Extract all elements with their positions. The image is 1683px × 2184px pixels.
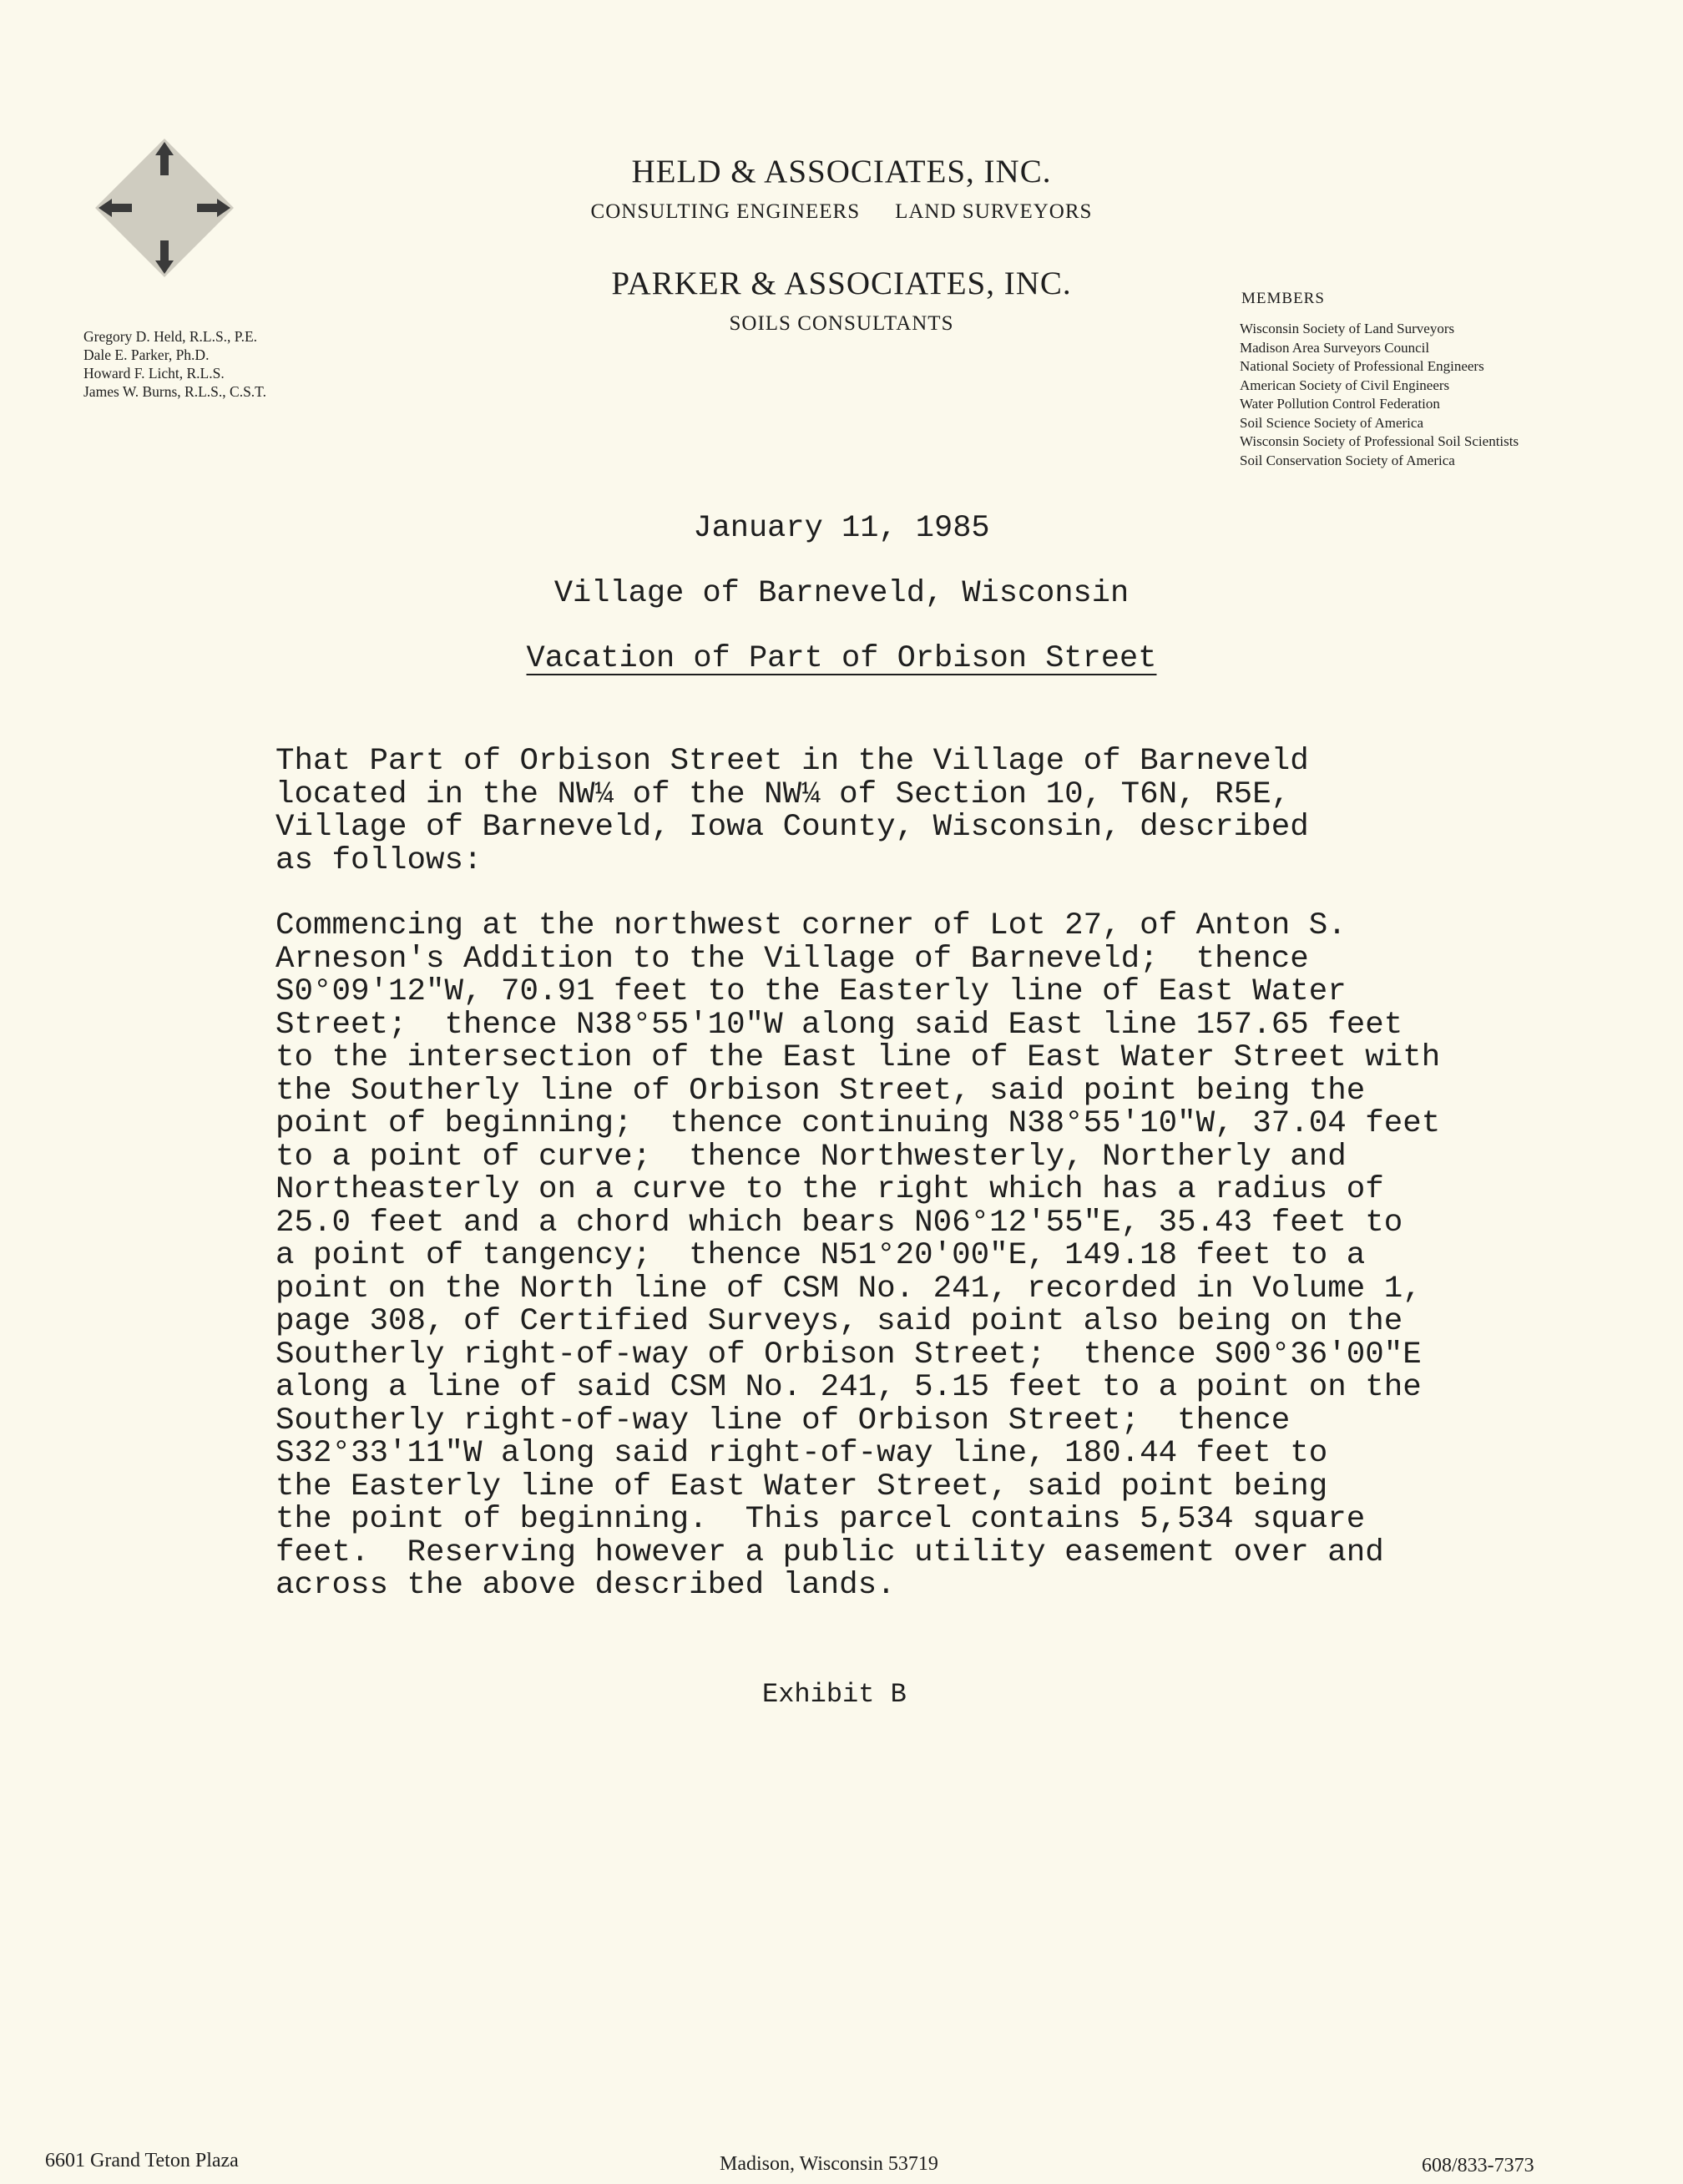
footer-address: 6601 Grand Teton Plaza <box>45 2150 239 2171</box>
member-organization: Madison Area Surveyors Council <box>1240 339 1430 356</box>
firm-services-parker: SOILS CONSULTANTS <box>729 312 954 335</box>
members-heading: MEMBERS <box>1241 290 1325 307</box>
members-list <box>1240 320 1519 470</box>
member-organization: National Society of Professional Engineers <box>1240 358 1484 374</box>
footer-phone: 608/833-7373 <box>1422 2155 1534 2176</box>
service-consulting-engineers: CONSULTING ENGINEERS <box>590 200 861 223</box>
exhibit-label: Exhibit B <box>762 1679 907 1710</box>
legal-description-paragraph: Commencing at the northwest corner of Lot 27, of Anton S. Arneson's Addition to the Village of Barneveld; thence S0°09'12"W, 70.91 feet to the Easterly line of East Water Street; thence N38°55'10"W along said East line 157.65 feet to the intersection of the East line of East Water Street with the Southerly line of Orbison Street, said point being the point of beginning; thence continuing N38°55'10"W, 37.04 feet to a point of curve; thence Northwesterly, Northerly and Northeasterly on a curve to the right which has a radius of 25.0 feet and a chord which bears N06°12'55"E, 35.43 feet to a point of tangency; thence N51°20'00"E, 149.18 feet to a point on the North line of CSM No. 241, recorded in Volume 1, page 308, of Certified Surveys, said point also being on the Southerly right-of-way of Orbison Street; thence S00°36'00"E along a line of said CSM No. 241, 5.15 feet to a point on the Southerly right-of-way line of Orbison Street; thence S32°33'11"W along said right-of-way line, 180.44 feet to the Easterly line of East Water Street, said point being the point of beginning. This parcel contains 5,534 square feet. Reserving however a public utility easement over and across the above described lands. <box>275 908 1441 1603</box>
member-organization: American Society of Civil Engineers <box>1240 377 1450 393</box>
staff-list <box>83 327 266 401</box>
member-organization: Water Pollution Control Federation <box>1240 396 1440 412</box>
staff-member: Dale E. Parker, Ph.D. <box>83 346 210 363</box>
member-organization: Wisconsin Society of Land Surveyors <box>1240 321 1455 336</box>
staff-member: Gregory D. Held, R.L.S., P.E. <box>83 328 258 345</box>
intro-paragraph: That Part of Orbison Street in the Village of Barneveld located in the NW¼ of the NW¼ of Section 10, T6N, R5E, Village of Barneveld, Iowa County, Wisconsin, described as follows: <box>275 744 1309 878</box>
member-organization: Soil Science Society of America <box>1240 414 1423 431</box>
firm-name-parker: PARKER & ASSOCIATES, INC. <box>611 265 1072 301</box>
document-subject: Vacation of Part of Orbison Street <box>526 641 1157 676</box>
service-land-surveyors: LAND SURVEYORS <box>895 200 1093 223</box>
footer-city: Madison, Wisconsin 53719 <box>720 2153 938 2175</box>
firm-services-held <box>0 200 1683 224</box>
staff-member: James W. Burns, R.L.S., C.S.T. <box>83 383 266 400</box>
member-organization: Wisconsin Society of Professional Soil Scientists <box>1240 433 1519 449</box>
firm-name-held: HELD & ASSOCIATES, INC. <box>631 154 1052 190</box>
document-village: Village of Barneveld, Wisconsin <box>553 576 1130 611</box>
member-organization: Soil Conservation Society of America <box>1240 452 1455 468</box>
staff-member: Howard F. Licht, R.L.S. <box>83 365 225 382</box>
document-subject-line <box>0 641 1683 676</box>
document-date: January 11, 1985 <box>693 511 990 546</box>
